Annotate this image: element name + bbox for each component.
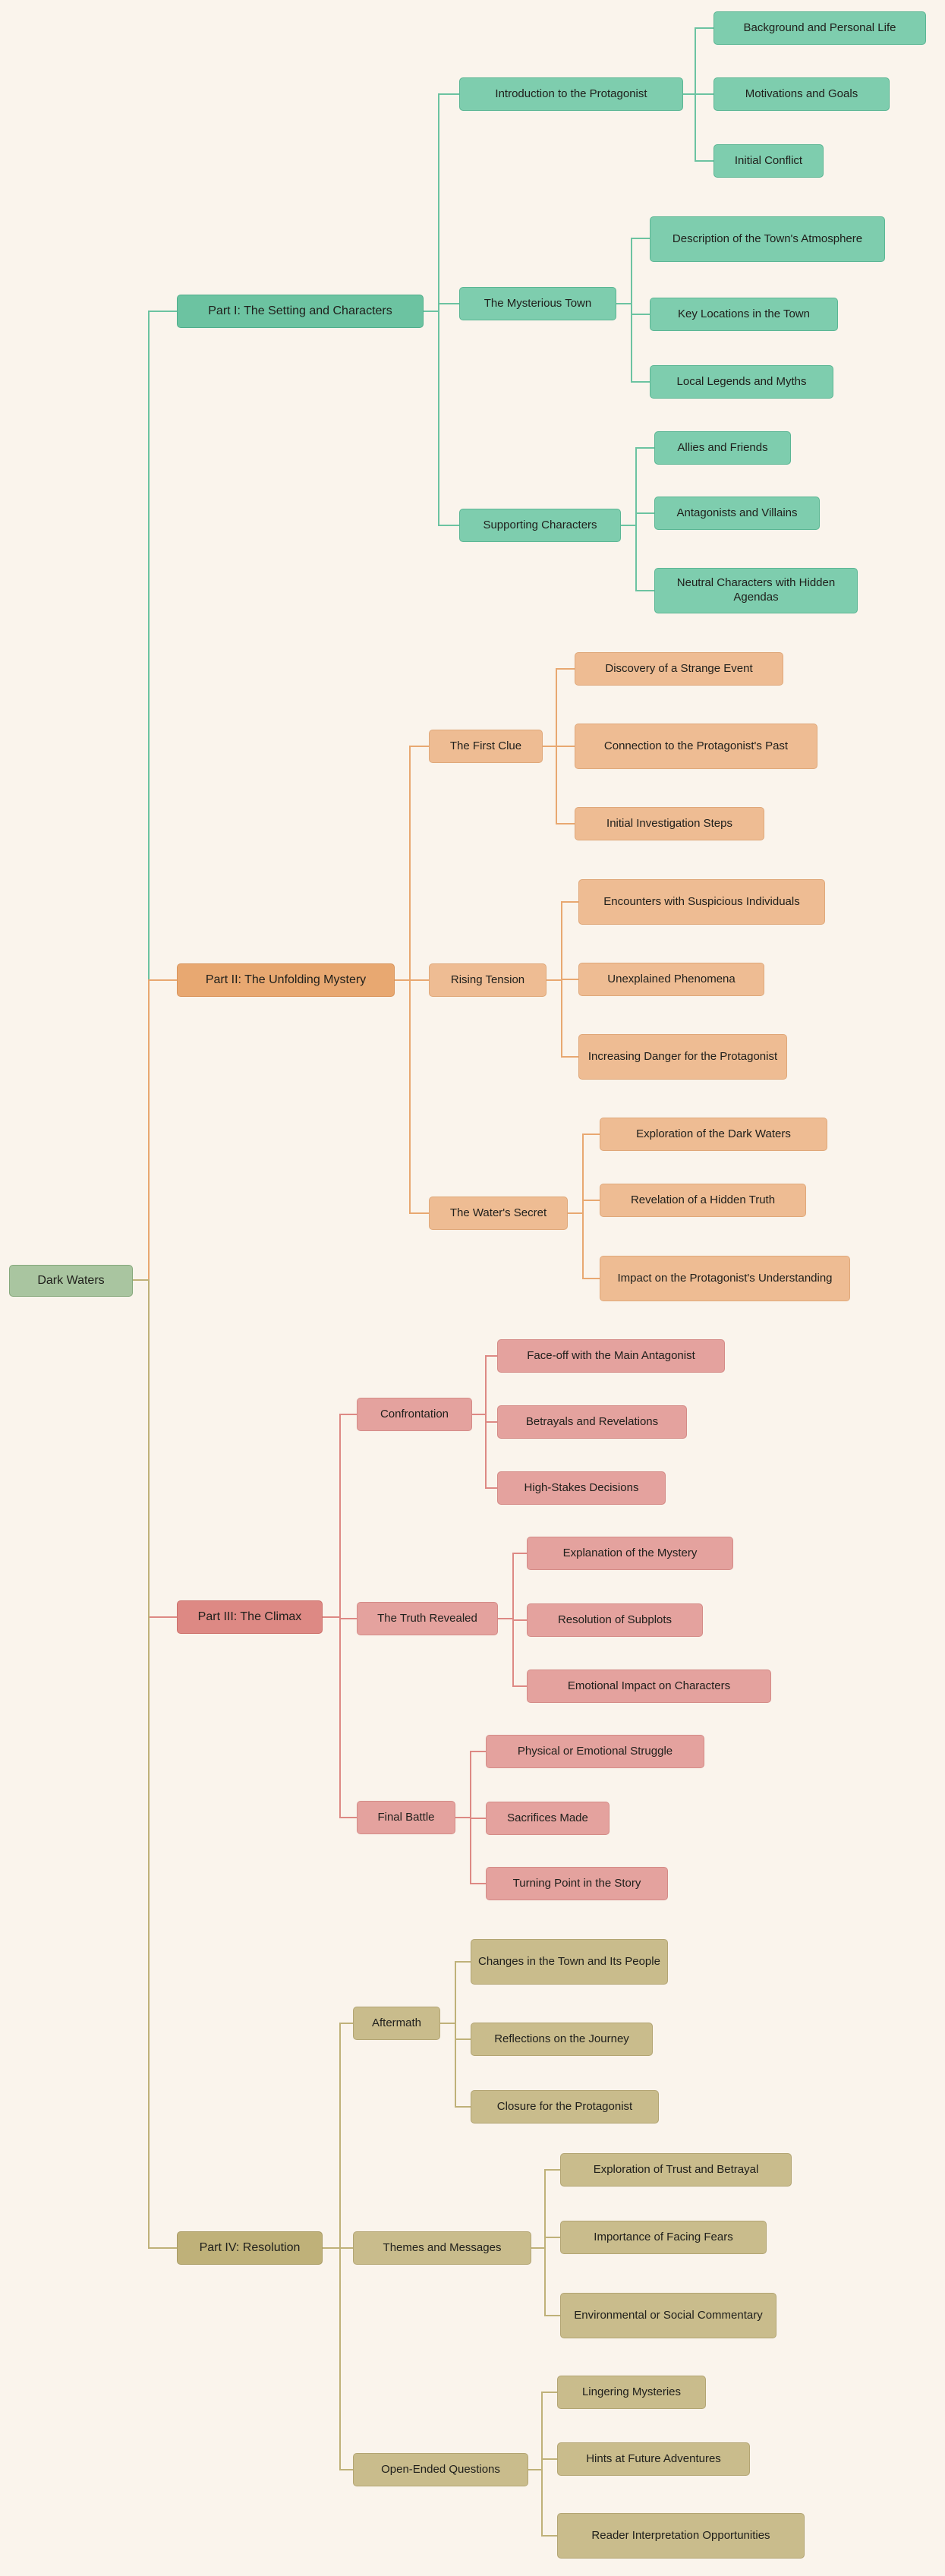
leaf-label: Allies and Friends [677, 440, 768, 454]
mindmap-branch-part-1[interactable] [177, 295, 424, 328]
branch-label: Part II: The Unfolding Mystery [205, 973, 367, 986]
sub-label: Rising Tension [450, 973, 525, 986]
leaf-label: Explanation of the Mystery [562, 1546, 698, 1559]
mindmap-branch-part-3[interactable] [177, 1600, 323, 1634]
mindmap-sub-the-truth-revealed[interactable] [357, 1602, 498, 1635]
branch-label: Part I: The Setting and Characters [208, 304, 392, 317]
leaf-label: Environmental or Social Commentary [574, 2308, 763, 2322]
leaf-label: Betrayals and Revelations [525, 1414, 659, 1428]
mindmap-leaf[interactable] [650, 365, 833, 399]
mindmap-leaf[interactable] [578, 1034, 787, 1080]
mindmap-leaf[interactable] [557, 2442, 750, 2476]
sub-label: Final Battle [377, 1810, 435, 1824]
mindmap-leaf[interactable] [654, 431, 791, 465]
mindmap-leaf[interactable] [527, 1603, 703, 1637]
sub-label: The Truth Revealed [377, 1611, 477, 1625]
leaf-label: Encounters with Suspicious Individuals [603, 894, 800, 908]
mindmap-leaf[interactable] [654, 568, 858, 613]
leaf-label: Impact on the Protagonist's Understanding [617, 1271, 833, 1285]
leaf-label: Reflections on the Journey [494, 2032, 629, 2045]
mindmap-leaf[interactable] [497, 1405, 687, 1439]
mindmap-sub-the-waters-secret[interactable] [429, 1197, 568, 1230]
leaf-label: Background and Personal Life [743, 20, 896, 34]
mindmap-leaf[interactable] [575, 652, 783, 686]
mindmap-sub-confrontation[interactable] [357, 1398, 472, 1431]
leaf-label: Importance of Facing Fears [594, 2230, 733, 2243]
leaf-label: Increasing Danger for the Protagonist [587, 1049, 778, 1063]
mindmap-branch-part-2[interactable] [177, 963, 395, 997]
leaf-label: Connection to the Protagonist's Past [603, 739, 789, 752]
mindmap-leaf[interactable] [527, 1537, 733, 1570]
mindmap-leaf[interactable] [578, 963, 764, 996]
mindmap-leaf[interactable] [713, 77, 890, 111]
mindmap-sub-aftermath[interactable] [353, 2007, 440, 2040]
mindmap-leaf[interactable] [497, 1471, 666, 1505]
mindmap-leaf[interactable] [486, 1735, 704, 1768]
leaf-label: Description of the Town's Atmosphere [672, 232, 863, 245]
leaf-label: Physical or Emotional Struggle [517, 1744, 673, 1758]
mindmap-leaf[interactable] [497, 1339, 725, 1373]
mindmap-leaf[interactable] [486, 1802, 610, 1835]
leaf-label: Discovery of a Strange Event [605, 661, 753, 675]
leaf-label: High-Stakes Decisions [524, 1480, 639, 1494]
leaf-label: Hints at Future Adventures [586, 2451, 721, 2465]
mindmap-leaf[interactable] [575, 807, 764, 840]
mindmap-leaf[interactable] [557, 2376, 706, 2409]
leaf-label: Revelation of a Hidden Truth [630, 1193, 776, 1206]
sub-label: Aftermath [371, 2016, 422, 2029]
mindmap-leaf[interactable] [560, 2221, 767, 2254]
sub-label: Supporting Characters [483, 518, 597, 531]
sub-label: The Mysterious Town [484, 296, 592, 310]
mindmap-leaf[interactable] [575, 724, 817, 769]
mindmap-branch-part-4[interactable] [177, 2231, 323, 2265]
leaf-label: Reader Interpretation Opportunities [591, 2528, 770, 2542]
leaf-label: Closure for the Protagonist [496, 2099, 633, 2113]
sub-label: Confrontation [380, 1407, 449, 1420]
mindmap-sub-open-ended-questions[interactable] [353, 2453, 528, 2486]
mindmap-leaf[interactable] [527, 1670, 771, 1703]
leaf-label: Resolution of Subplots [557, 1613, 673, 1626]
leaf-label: Motivations and Goals [745, 87, 858, 100]
mindmap-leaf[interactable] [471, 2090, 659, 2124]
leaf-label: Emotional Impact on Characters [567, 1679, 731, 1692]
leaf-label: Exploration of Trust and Betrayal [593, 2162, 759, 2176]
sub-label: The First Clue [449, 739, 522, 752]
mindmap-leaf[interactable] [471, 1939, 668, 1985]
mindmap-sub-introduction-to-the-protagonist[interactable] [459, 77, 683, 111]
mindmap-leaf[interactable] [713, 11, 926, 45]
sub-label: Introduction to the Protagonist [495, 87, 647, 100]
sub-label: Open-Ended Questions [381, 2462, 500, 2476]
sub-label: Themes and Messages [383, 2240, 502, 2254]
mindmap-leaf[interactable] [600, 1118, 827, 1151]
mindmap-sub-final-battle[interactable] [357, 1801, 455, 1834]
leaf-label: Turning Point in the Story [512, 1876, 641, 1890]
leaf-label: Initial Investigation Steps [606, 816, 732, 830]
mindmap-sub-the-first-clue[interactable] [429, 730, 543, 763]
mindmap-sub-rising-tension[interactable] [429, 963, 547, 997]
mindmap-leaf[interactable] [560, 2153, 792, 2187]
leaf-label: Changes in the Town and Its People [478, 1954, 660, 1968]
mindmap-leaf[interactable] [600, 1184, 806, 1217]
leaf-label: Lingering Mysteries [581, 2385, 682, 2398]
mindmap-leaf[interactable] [471, 2023, 653, 2056]
mindmap-leaf[interactable] [650, 216, 885, 262]
mindmap-leaf[interactable] [560, 2293, 776, 2338]
mindmap-root-label: Dark Waters [37, 1274, 105, 1287]
leaf-label: Initial Conflict [734, 153, 803, 167]
mindmap-leaf[interactable] [557, 2513, 805, 2559]
mindmap-leaf[interactable] [713, 144, 824, 178]
sub-label: The Water's Secret [449, 1206, 547, 1219]
mindmap-leaf[interactable] [486, 1867, 668, 1900]
leaf-label: Unexplained Phenomena [607, 972, 736, 985]
leaf-label: Sacrifices Made [507, 1811, 588, 1824]
branch-label: Part III: The Climax [197, 1610, 302, 1623]
mindmap-leaf[interactable] [654, 497, 820, 530]
leaf-label: Face-off with the Main Antagonist [527, 1348, 695, 1362]
mindmap-sub-themes-and-messages[interactable] [353, 2231, 531, 2265]
leaf-label: Exploration of the Dark Waters [636, 1127, 791, 1140]
leaf-label: Local Legends and Myths [676, 374, 807, 388]
branch-label: Part IV: Resolution [199, 2241, 301, 2254]
mindmap-sub-the-mysterious-town[interactable] [459, 287, 616, 320]
mindmap-leaf[interactable] [600, 1256, 850, 1301]
mindmap-sub-supporting-characters[interactable] [459, 509, 621, 542]
leaf-label: Antagonists and Villains [676, 506, 798, 519]
mindmap-leaf[interactable] [578, 879, 825, 925]
leaf-label: Neutral Characters with Hidden Agendas [676, 576, 836, 604]
mindmap-root-node[interactable] [9, 1265, 133, 1297]
mindmap-leaf[interactable] [650, 298, 838, 331]
leaf-label: Key Locations in the Town [677, 307, 810, 320]
